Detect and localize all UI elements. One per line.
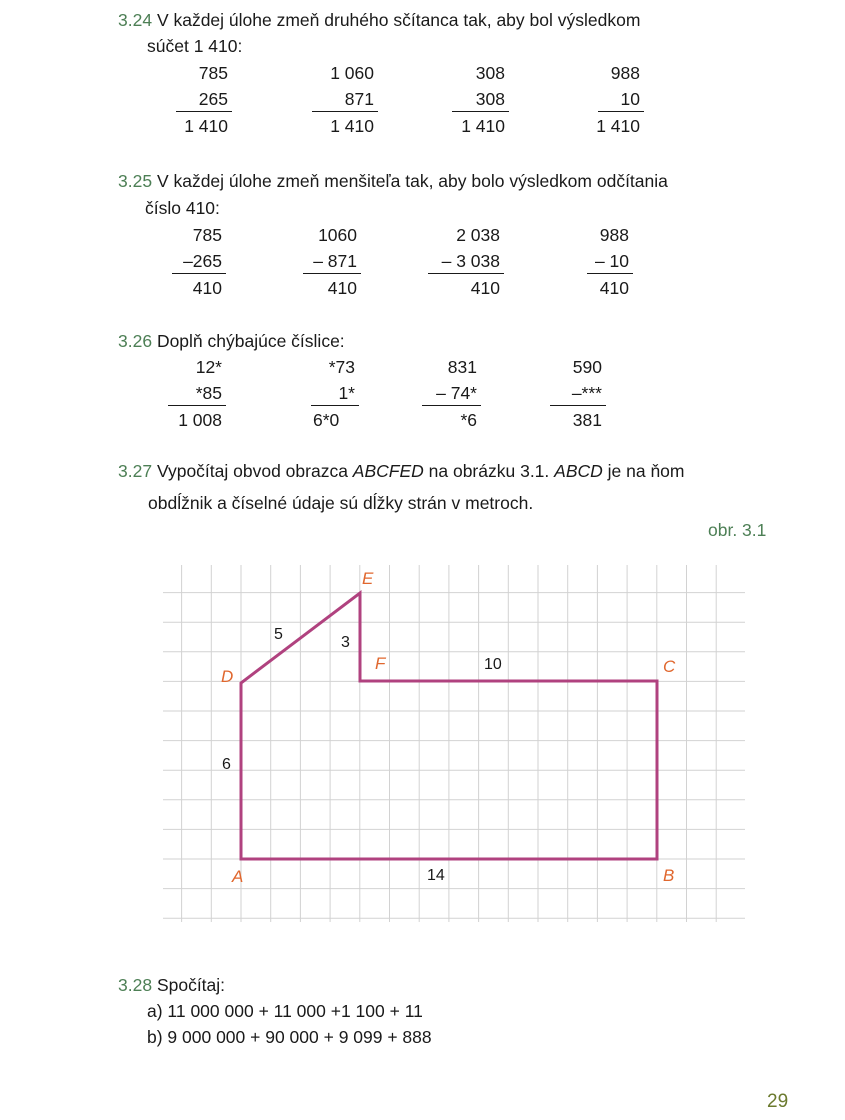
operand-2: – 3 038	[441, 251, 500, 271]
shape-name: ABCFED	[352, 461, 424, 481]
page-number: 29	[767, 1091, 789, 1112]
vertex-label-b: B	[663, 866, 675, 885]
operand-2: –265	[183, 251, 222, 271]
exercise-number: 3.24	[118, 10, 153, 30]
prompt-text: V každej úlohe zmeň menšiteľa tak, aby bolo výsledkom odčítania	[156, 171, 668, 191]
arithmetic-problem	[422, 356, 481, 436]
sum-line	[176, 111, 232, 112]
exercise-3-25-prompt	[118, 170, 668, 192]
operand-2: – 10	[594, 251, 629, 271]
result: 1 410	[596, 116, 640, 136]
result: 410	[599, 278, 629, 298]
shape-name: ABCD	[554, 461, 603, 481]
result: 1 008	[178, 410, 222, 430]
operand-1: *73	[328, 357, 355, 377]
arithmetic-problem	[428, 224, 504, 304]
sum-line	[303, 273, 361, 274]
result: 381	[572, 410, 602, 430]
operand-1: 2 038	[456, 225, 500, 245]
side-label-ab: 14	[427, 867, 445, 884]
exercise-3-24-prompt	[118, 9, 640, 31]
exercise-number: 3.27	[118, 461, 153, 481]
arithmetic-problem	[598, 62, 644, 142]
exercise-3-27-prompt-cont: obdĺžnik a číselné údaje sú dĺžky strán v metroch.	[148, 493, 534, 513]
exercise-number: 3.26	[118, 331, 153, 351]
arithmetic-problem	[311, 356, 359, 436]
sum-item-b: b) 9 000 000 + 90 000 + 9 099 + 888	[147, 1027, 432, 1047]
vertex-label-c: C	[663, 657, 676, 676]
exercise-3-24-prompt-cont: súčet 1 410:	[147, 36, 243, 56]
exercise-3-28-prompt	[118, 974, 225, 996]
operand-2: 10	[620, 89, 640, 109]
sum-line	[311, 405, 359, 406]
exercise-3-26-prompt	[118, 330, 345, 352]
operand-1: 785	[198, 63, 228, 83]
arithmetic-problem	[452, 62, 509, 142]
operand-2: 1*	[338, 383, 355, 403]
result: 1 410	[461, 116, 505, 136]
sum-line	[598, 111, 644, 112]
operand-1: 988	[610, 63, 640, 83]
result: 1 410	[184, 116, 228, 136]
sum-line	[452, 111, 509, 112]
operand-1: 1060	[318, 225, 357, 245]
operand-2: *85	[195, 383, 222, 403]
sum-line	[587, 273, 633, 274]
side-label-ef: 3	[341, 634, 350, 651]
side-label-fc: 10	[484, 656, 502, 673]
sum-line	[172, 273, 226, 274]
prompt-text: na obrázku 3.1.	[423, 461, 555, 481]
prompt-text: Doplň chýbajúce číslice:	[156, 331, 345, 351]
arithmetic-problem	[303, 224, 361, 304]
result: 410	[327, 278, 357, 298]
figure-3-1	[160, 560, 750, 925]
exercise-3-27-prompt	[118, 460, 685, 482]
prompt-text: V každej úlohe zmeň druhého sčítanca tak, aby bol výsledkom	[156, 10, 641, 30]
operand-2: 871	[344, 89, 374, 109]
operand-1: 590	[572, 357, 602, 377]
sum-line	[168, 405, 226, 406]
vertex-label-e: E	[362, 569, 374, 588]
figure-caption: obr. 3.1	[708, 520, 767, 540]
result: 1 410	[330, 116, 374, 136]
arithmetic-problem	[312, 62, 378, 142]
sum-line	[312, 111, 378, 112]
operand-2: – 871	[313, 251, 357, 271]
prompt-text: je na ňom	[602, 461, 685, 481]
vertex-label-a: A	[232, 867, 244, 886]
sum-line	[550, 405, 606, 406]
arithmetic-problem	[168, 356, 226, 436]
operand-1: 308	[475, 63, 505, 83]
arithmetic-problem	[587, 224, 633, 304]
arithmetic-problem	[172, 224, 226, 304]
operand-1: 988	[599, 225, 629, 245]
sum-line	[428, 273, 504, 274]
side-label-de: 5	[274, 626, 283, 643]
operand-2: 308	[475, 89, 505, 109]
exercise-number: 3.25	[118, 171, 153, 191]
result: 410	[470, 278, 500, 298]
prompt-text: Spočítaj:	[156, 975, 226, 995]
result: *6	[460, 410, 477, 430]
arithmetic-problem	[176, 62, 232, 142]
operand-1: 831	[447, 357, 477, 377]
sum-item-a: a) 11 000 000 + 11 000 +1 100 + 11	[147, 1001, 423, 1021]
operand-1: 1 060	[330, 63, 374, 83]
arithmetic-problem	[550, 356, 606, 436]
operand-2: –***	[571, 383, 602, 403]
exercise-3-25-prompt-cont: číslo 410:	[145, 198, 220, 218]
operand-1: 785	[192, 225, 222, 245]
prompt-text: Vypočítaj obvod obrazca	[156, 461, 353, 481]
operand-2: 265	[198, 89, 228, 109]
operand-1: 12*	[195, 357, 222, 377]
result: 6*0	[313, 410, 340, 430]
side-label-da: 6	[222, 756, 231, 773]
exercise-number: 3.28	[118, 975, 153, 995]
vertex-label-f: F	[375, 654, 386, 673]
vertex-label-d: D	[221, 667, 234, 686]
operand-2: – 74*	[436, 383, 477, 403]
sum-line	[422, 405, 481, 406]
result: 410	[192, 278, 222, 298]
